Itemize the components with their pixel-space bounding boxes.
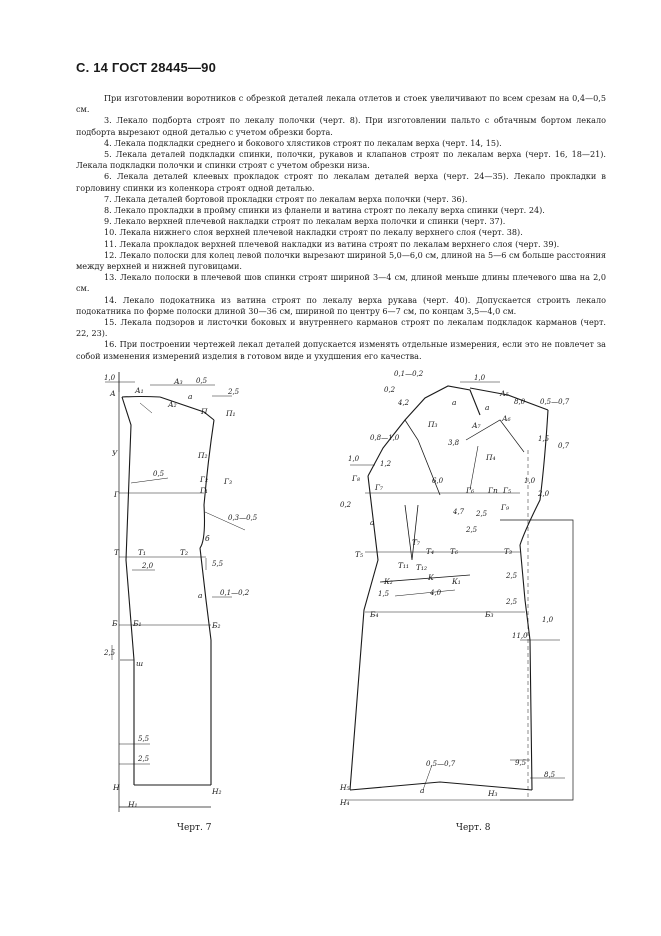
label: К₂ [384,577,393,586]
fig8-caption: Черт. 8 [456,823,491,833]
dimension: 0,1—0,2 [220,589,250,597]
dimension: 4,7 [453,508,465,516]
label: А₃ [174,377,183,386]
pattern-drawings [0,360,661,830]
label: П₂ [198,451,208,460]
paragraph: 15. Лекала подзоров и листочки боковых и внутреннего карманов строят по лекалам подкладок карманов (черт. 22, 23). [76,317,606,339]
dimension: 1,0 [474,374,486,382]
label: Г₆ [466,486,474,495]
label: a [485,403,490,412]
dimension: 0,5 [196,377,208,385]
label: А₅ [500,389,509,398]
label: ш [136,659,144,668]
label: Н₃ [488,789,498,798]
paragraph: 10. Лекала нижнего слоя верхней плечевой накладки строят по лекалу верхнего слоя (черт. 38). [104,227,523,238]
label: Т₁₁ [398,561,410,570]
dimension: 2,5 [506,572,518,580]
label: П₄ [486,453,496,462]
dimension: 8,5 [544,771,556,779]
dimension: 1,0 [104,374,116,382]
dimension: 4,0 [430,589,442,597]
label: б [205,534,210,543]
label: Г₁ [200,486,208,495]
page-header: С. 14 ГОСТ 28445—90 [76,60,217,75]
dimension: 2,5 [506,598,518,606]
dimension: 3,8 [448,439,460,447]
dimension: 4,2 [398,399,410,407]
label: Гп [488,486,498,495]
label: Н [113,783,120,792]
fig8-labels [339,370,570,807]
label: У [112,449,118,458]
dimension: 1,0 [524,477,536,485]
dimension: 1,5 [378,590,390,598]
label: Т₁ [138,548,147,557]
dimension: 2,5 [476,510,488,518]
label: Б₄ [370,610,379,619]
dimension: 0,5 [153,470,165,478]
label: Т₄ [426,547,435,556]
dimension: 2,5 [228,388,240,396]
paragraph: 16. При построении чертежей лекал деталей допускается изменять отдельные измерения, если это не повлечет за собой изменения измерений изделия в готовом виде и ухудшения его качества. [76,339,606,361]
label: Т₂ [180,548,189,557]
paragraph: 13. Лекало полоски в плечевой шов спинки строят шириной 3—4 см, длиной меньше длины плечевого шва на 2,0 см. [76,272,606,294]
label: К [428,573,434,582]
dimension: 1,2 [380,460,392,468]
dimension: 2,0 [538,490,550,498]
label: Г₇ [375,483,383,492]
label: Б₁ [133,619,142,628]
label: П₃ [428,420,438,429]
label: Б₂ [212,621,221,630]
label: Г₈ [352,474,360,483]
dimension: 8,0 [514,398,526,406]
dimension: 2,5 [466,526,478,534]
label: Г₉ [501,503,509,512]
dimension: 0,2 [340,501,352,509]
label: Б [112,619,118,628]
label: К₁ [452,577,461,586]
fig7-caption: Черт. 7 [177,823,212,833]
dimension: 11,0 [512,632,528,640]
label: П [201,407,208,416]
label: a [420,786,425,795]
body-text [76,93,606,362]
dimension: 9,5 [515,759,527,767]
label: Т₅ [355,550,364,559]
paragraph: 14. Лекало подокатника из ватина строят по лекалу верха рукава (черт. 40). Допускается строить лекало подокатника по форме полоски длиной 30—36 см, шириной по центру 6—7 см, по концам 3,5—4,0 см. [76,294,606,316]
label: Н₁ [128,800,138,809]
dimension: 5,5 [212,560,224,568]
label: Г₂ [200,475,208,484]
label: Б₃ [485,610,494,619]
label: А₁ [135,386,144,395]
paragraph: 7. Лекала деталей бортовой прокладки строят по лекалам верха полочки (черт. 36). [104,193,468,204]
paragraph: 8. Лекало прокладки в пройму спинки из фланели и ватина строят по лекалу верха спинки (черт. 24). [104,205,545,216]
dimension: 1,0 [348,455,360,463]
dimension: 0,8—1,0 [370,434,400,442]
label: Г₅ [503,486,511,495]
label: a [370,518,375,527]
dimension: 0,2 [384,386,396,394]
paragraph: 12. Лекало полоски для колец левой полочки вырезают шириной 5,0—6,0 см, длиной на 5—6 см больше расстояния между верхней и нижней пуговицами. [76,249,606,272]
dimension: 0,3—0,5 [228,514,258,522]
paragraph: 3. Лекало подборта строят по лекалу полочки (черт. 8). При изготовлении пальто с обтачным бортом лекало подборта вырезают одной деталью с учетом обрезки борта. [76,115,606,137]
dimension: 5,5 [138,735,150,743]
dimension: 2,5 [104,649,116,657]
paragraph: 4. Лекала подкладки среднего и бокового хлястиков строят по лекалам верха (черт. 14, 15). [104,137,502,148]
dimension: 2,0 [142,562,154,570]
label: Г [114,490,119,499]
label: А₂ [168,400,177,409]
paragraph: 6. Лекала деталей клеевых прокладок строят по лекалам деталей верха (черт. 24—35). Лекало прокладки в горловину спинки из коленкора строят одной деталью. [76,171,606,193]
dimension: 2,5 [138,755,150,763]
paragraph: При изготовлении воротников с обрезкой деталей лекала отлетов и стоек увеличивают по всем срезам на 0,4—0,5 см. [76,93,606,115]
label: Т₇ [412,538,421,547]
label: a [452,398,457,407]
paragraph: 5. Лекала деталей подкладки спинки, полочки, рукавов и клапанов строят по лекалам верха (черт. 16, 18—21). Лекала подкладки полочки и спинки строят с учетом обрезки низа. [76,149,606,171]
label: a [188,392,193,401]
label: Т [114,548,120,557]
label: А₇ [472,421,481,430]
dimension: 1,0 [542,616,554,624]
label: А [110,389,116,398]
paragraph: 9. Лекало верхней плечевой накладки строят по лекалам верха полочки и спинки (черт. 37). [104,216,506,227]
label: П₁ [226,409,236,418]
label: a [198,591,203,600]
label: Г₃ [224,477,232,486]
dimension: 0,7 [558,442,570,450]
dimension: 6,0 [432,477,444,485]
label: Т₃ [504,547,513,556]
label: Н₄ [340,798,350,807]
label: Т₁₂ [416,563,428,572]
label: А₆ [502,414,511,423]
label: Т₆ [450,547,459,556]
label: Н₅ [340,783,350,792]
paragraph: 11. Лекала прокладок верхней плечевой накладки из ватина строят по лекалам верхнего слоя (черт. 39). [104,238,560,249]
dimension: 0,1—0,2 [394,370,424,378]
dimension: 1,5 [538,435,550,443]
dimension: 0,5—0,7 [540,398,570,406]
label: Н₂ [212,787,222,796]
dimension: 0,5—0,7 [426,760,456,768]
